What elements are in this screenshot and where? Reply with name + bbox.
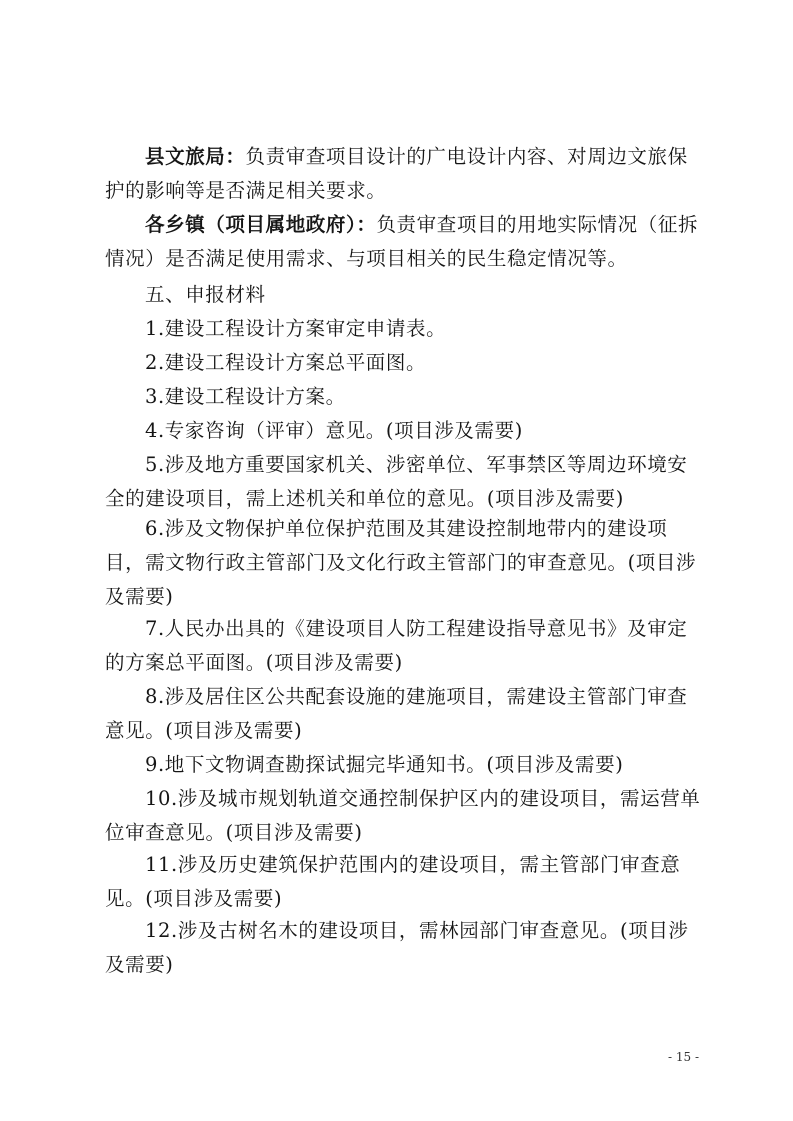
list-item xyxy=(105,612,705,680)
list-item-text: 10.涉及城市规划轨道交通控制保护区内的建设项目，需运营单位审查意见。(项目涉及需要) xyxy=(105,787,701,844)
paragraph-text: 负责审查项目设计的广电设计内容、对周边文旅保护的影响等是否满足相关要求。 xyxy=(105,145,688,202)
list-item-text: 2.建设工程设计方案总平面图。 xyxy=(145,351,427,374)
list-item xyxy=(105,748,705,782)
list-item xyxy=(105,448,705,516)
list-item-text: 1.建设工程设计方案审定申请表。 xyxy=(145,317,447,340)
list-item xyxy=(105,414,705,448)
list-item-text: 12.涉及古树名木的建设项目，需林园部门审查意见。(项目涉及需要) xyxy=(105,919,689,976)
section-heading-text: 五、申报材料 xyxy=(145,283,266,306)
section-heading xyxy=(105,278,705,312)
list-item xyxy=(105,848,705,916)
paragraph-heading: 县文旅局： xyxy=(145,145,246,168)
list-item-text: 9.地下文物调查勘探试掘完毕通知书。(项目涉及需要) xyxy=(145,753,624,776)
paragraph-township-government xyxy=(105,208,705,276)
list-item-text: 5.涉及地方重要国家机关、涉密单位、军事禁区等周边环境安全的建设项目，需上述机关和单位的意见。(项目涉及需要) xyxy=(105,453,688,510)
list-item xyxy=(105,680,705,748)
list-item xyxy=(105,346,705,380)
paragraph-heading: 各乡镇（项目属地政府）： xyxy=(145,213,377,236)
list-item xyxy=(105,380,705,414)
paragraph-county-culture-tourism xyxy=(105,140,705,208)
list-item-text: 3.建设工程设计方案。 xyxy=(145,385,346,408)
list-item xyxy=(105,914,705,982)
list-item xyxy=(105,782,705,850)
list-item-text: 4.专家咨询（评审）意见。(项目涉及需要) xyxy=(145,419,523,442)
page-number: - 15 - xyxy=(668,1050,700,1064)
paragraph-text: 负责审查项目的用地实际情况（征拆情况）是否满足使用需求、与项目相关的民生稳定情况等。 xyxy=(105,213,699,270)
list-item-text: 8.涉及居住区公共配套设施的建施项目，需建设主管部门审查意见。(项目涉及需要) xyxy=(105,685,688,742)
list-item xyxy=(105,312,705,346)
list-item-text: 7.人民办出具的《建设项目人防工程建设指导意见书》及审定的方案总平面图。(项目涉及需要) xyxy=(105,617,688,674)
list-item-text: 6.涉及文物保护单位保护范围及其建设控制地带内的建设项目，需文物行政主管部门及文化行政主管部门的审查意见。(项目涉及需要) xyxy=(105,517,697,608)
list-item-text: 11.涉及历史建筑保护范围内的建设项目，需主管部门审查意见。(项目涉及需要) xyxy=(105,853,681,910)
list-item xyxy=(105,512,705,614)
